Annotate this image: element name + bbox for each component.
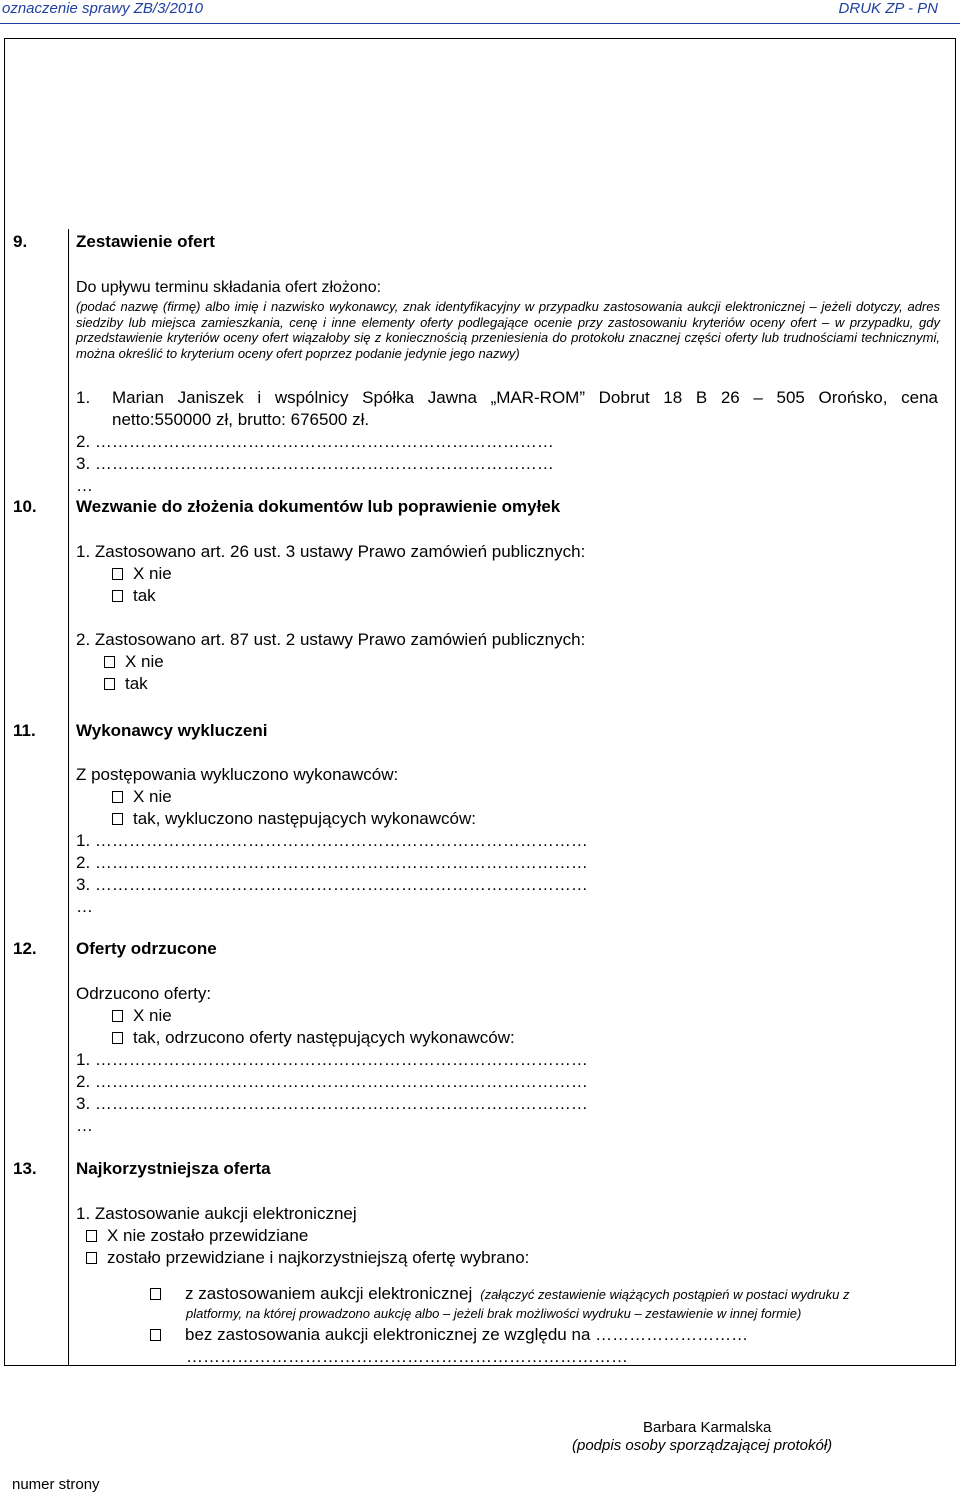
checkbox-icon[interactable]: [104, 656, 115, 668]
section-9-title: Zestawienie ofert: [76, 232, 215, 251]
rejected-ellipsis: …: [76, 1116, 93, 1135]
excluded-line-2: 2. ……………………………………………………………………………: [76, 853, 588, 872]
checkbox-icon[interactable]: [86, 1230, 97, 1242]
page-number-label: numer strony: [12, 1476, 100, 1493]
section-11-number: 11.: [13, 721, 36, 740]
section-13-title: Najkorzystniejsza oferta: [76, 1159, 271, 1178]
section-12-number: 12.: [13, 939, 37, 958]
checkbox-icon[interactable]: [150, 1288, 161, 1300]
rejected-option-yes[interactable]: tak, odrzucono oferty następujących wykonawców:: [112, 1028, 515, 1048]
column-divider: [68, 229, 69, 1365]
excluded-option-no[interactable]: X nie: [112, 787, 172, 807]
case-number: oznaczenie sprawy ZB/3/2010: [2, 0, 203, 17]
page-header: [0, 0, 960, 22]
section-10-title: Wezwanie do złożenia dokumentów lub poprawienie omyłek: [76, 497, 561, 516]
with-auction-option[interactable]: z zastosowaniem aukcji elektronicznej (załączyć zestawienie wiążących postąpień w postaci wydruku z: [150, 1284, 849, 1304]
with-auction-note-cont: platformy, na której prowadzono aukcję albo – jeżeli brak możliwości wydruku – zestawienie w innej formie): [186, 1306, 802, 1321]
offer-2-line: 2. ………………………………………………………………………: [76, 432, 554, 451]
section-11-title: Wykonawcy wykluczeni: [76, 721, 268, 740]
excluded-line-3: 3. ……………………………………………………………………………: [76, 875, 588, 894]
offer-1-line-2: netto:550000 zł, brutto: 676500 zł.: [112, 410, 370, 429]
checkbox-icon[interactable]: [112, 568, 123, 580]
checkbox-icon[interactable]: [86, 1252, 97, 1264]
auction-option-yes[interactable]: zostało przewidziane i najkorzystniejszą ofertę wybrano:: [86, 1248, 529, 1268]
checkbox-icon[interactable]: [112, 590, 123, 602]
checkbox-icon[interactable]: [104, 678, 115, 690]
excluded-option-yes[interactable]: tak, wykluczono następujących wykonawców:: [112, 809, 476, 829]
signer-name: Barbara Karmalska: [643, 1419, 772, 1436]
offer-1-number: 1.: [76, 388, 91, 407]
art26-option-no[interactable]: X nie: [112, 564, 172, 584]
section-9-intro: Do upływu terminu składania ofert złożono:: [76, 279, 382, 296]
offer-3-line: 3. ………………………………………………………………………: [76, 454, 554, 473]
section-10-number: 10.: [13, 497, 37, 516]
excluded-line-1: 1. ……………………………………………………………………………: [76, 831, 588, 850]
checkbox-icon[interactable]: [112, 813, 123, 825]
header-rule: [0, 23, 960, 24]
signer-caption: (podpis osoby sporządzającej protokół): [572, 1437, 833, 1454]
checkbox-icon[interactable]: [150, 1329, 161, 1341]
rejected-intro: Odrzucono oferty:: [76, 984, 212, 1003]
art87-option-yes[interactable]: tak: [104, 674, 148, 694]
checkbox-icon[interactable]: [112, 791, 123, 803]
form-name: DRUK ZP - PN: [838, 0, 938, 17]
checkbox-icon[interactable]: [112, 1010, 123, 1022]
excluded-ellipsis: …: [76, 897, 93, 916]
section-13-number: 13.: [13, 1159, 37, 1178]
art26-option-yes[interactable]: tak: [112, 586, 156, 606]
section-9-instruction: (podać nazwę (firmę) albo imię i nazwisko wykonawcy, znak identyfikacyjny w przypadku zastosowania aukcji elektronicznej – jeżeli dotyczy, adres siedziby lub miejsca zamieszkania, cenę i inne elementy oferty podlegające ocenie przy zastosowaniu kryteriów oceny ofert – w przypadku, gdy przedstawienie kryteriów oceny ofert wiązałoby się z koniecznością przeniesienia do protokołu znacznej części oferty lub trudnościami technicznymi, można określić to kryterium oceny ofert poprzez podanie jedynie jego nazwy): [76, 299, 940, 361]
offers-ellipsis: …: [76, 476, 93, 495]
auction-question: 1. Zastosowanie aukcji elektronicznej: [76, 1204, 357, 1223]
art87-option-no[interactable]: X nie: [104, 652, 164, 672]
auction-option-no[interactable]: X nie zostało przewidziane: [86, 1226, 308, 1246]
rejected-line-1: 1. ……………………………………………………………………………: [76, 1050, 588, 1069]
section-12-title: Oferty odrzucone: [76, 939, 217, 958]
without-auction-option[interactable]: bez zastosowania aukcji elektronicznej ze względu na ………………………: [150, 1325, 748, 1345]
rejected-line-3: 3. ……………………………………………………………………………: [76, 1094, 588, 1113]
offer-1-line-1: Marian Janiszek i wspólnicy Spółka Jawna „MAR-ROM” Dobrut 18 B 26 – 505 Orońsko, cena: [112, 388, 938, 407]
checkbox-icon[interactable]: [112, 1032, 123, 1044]
excluded-intro: Z postępowania wykluczono wykonawców:: [76, 765, 399, 784]
art26-question: 1. Zastosowano art. 26 ust. 3 ustawy Prawo zamówień publicznych:: [76, 542, 586, 561]
section-9-number: 9.: [13, 232, 28, 251]
without-auction-reason-line: ……………………………………………………………………: [186, 1347, 628, 1366]
rejected-option-no[interactable]: X nie: [112, 1006, 172, 1026]
rejected-line-2: 2. ……………………………………………………………………………: [76, 1072, 588, 1091]
art87-question: 2. Zastosowano art. 87 ust. 2 ustawy Prawo zamówień publicznych:: [76, 630, 586, 649]
with-auction-note: (załączyć zestawienie wiążących postąpień w postaci wydruku z: [480, 1287, 850, 1302]
